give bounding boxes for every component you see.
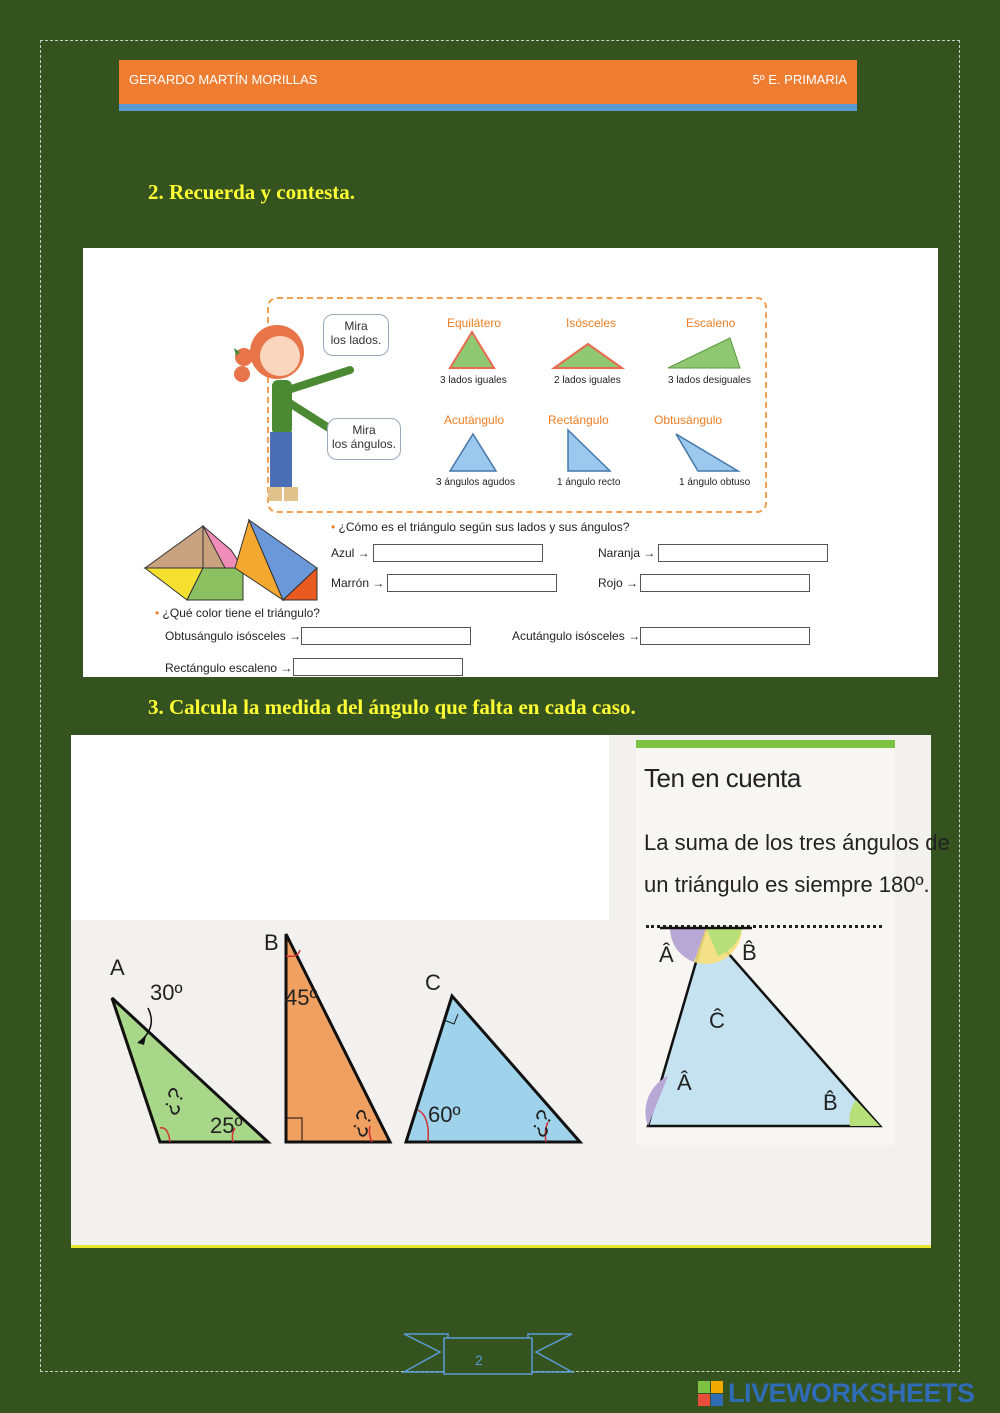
bubble-sides: Mira los lados. — [323, 314, 389, 356]
answer-right-scalene-field[interactable] — [293, 658, 463, 676]
answer-brown-field[interactable] — [387, 574, 557, 592]
type-acute-title: Acutángulo — [444, 413, 505, 427]
triangle-b-unknown: ¿? — [343, 1105, 378, 1141]
note-line-1: La suma de los tres ángulos de — [644, 830, 950, 855]
triangle-b-given-1: 45º — [285, 985, 318, 1010]
page-number: 2 — [475, 1352, 483, 1368]
note-title: Ten en cuenta — [644, 763, 801, 793]
triangle-a-label: A — [110, 955, 125, 980]
type-scalene-title: Escaleno — [686, 316, 736, 330]
angle-b-top-label: B̂ — [742, 940, 757, 965]
acute-desc: 3 ángulos agudos — [436, 477, 515, 488]
angle-sum-figure — [640, 926, 890, 1132]
triangle-c-unknown: ¿? — [523, 1105, 558, 1141]
page-ribbon-icon — [400, 1330, 576, 1378]
type-isosceles-title: Isósceles — [566, 316, 617, 330]
triangle-c-label: C — [425, 970, 441, 995]
answer-acute-isosceles-field[interactable] — [640, 627, 810, 645]
type-equilateral-title: Equilátero — [447, 316, 502, 330]
angle-a-top-label: Â — [659, 942, 674, 967]
grade-label: 5º E. PRIMARIA — [752, 72, 847, 87]
angle-triangles — [440, 428, 760, 474]
label-brown: Marrón → — [331, 576, 385, 590]
label-acute-isosceles: Acutángulo isósceles → — [512, 629, 641, 643]
exercise-2-heading: 2. Recuerda y contesta. — [148, 180, 356, 204]
triangle-a-given-1: 30º — [150, 980, 183, 1005]
label-red: Rojo → — [598, 576, 639, 590]
triangle-b-label: B — [264, 930, 279, 955]
label-obtuse-isosceles: Obtusángulo isósceles → — [165, 629, 302, 643]
question-2: • ¿Qué color tiene el triángulo? — [155, 606, 320, 620]
author-name: GERARDO MARTÍN MORILLAS — [129, 72, 318, 87]
label-right-scalene: Rectángulo escaleno → — [165, 661, 293, 675]
type-right-title: Rectángulo — [548, 413, 609, 427]
answer-orange-field[interactable] — [658, 544, 828, 562]
angle-a-bottom-label: Â — [677, 1070, 692, 1095]
blank-area — [71, 735, 609, 920]
equilateral-desc: 3 lados iguales — [440, 375, 507, 386]
obtuse-desc: 1 ángulo obtuso — [679, 477, 751, 488]
note-line-2: un triángulo es siempre 180º. — [644, 872, 930, 897]
isosceles-desc: 2 lados iguales — [554, 375, 621, 386]
label-orange: Naranja → — [598, 546, 656, 560]
obtuse-triangle-icon — [676, 434, 738, 471]
isosceles-triangle-icon — [554, 344, 622, 368]
type-obtuse-title: Obtusángulo — [654, 413, 723, 427]
note-top-bar — [636, 740, 895, 748]
side-triangles — [440, 330, 760, 372]
liveworksheets-brand[interactable]: LIVEWORKSHEETS — [728, 1378, 975, 1408]
angle-b-bottom-label: B̂ — [823, 1090, 838, 1115]
triangle-c-given-1: 60º — [428, 1102, 461, 1127]
right-triangle-icon — [568, 430, 610, 471]
acute-triangle-icon — [450, 434, 496, 471]
right-desc: 1 ángulo recto — [557, 477, 621, 488]
answer-obtuse-isosceles-field[interactable] — [301, 627, 471, 645]
angle-c-label: Ĉ — [709, 1008, 725, 1033]
bubble-angles: Mira los ángulos. — [327, 418, 401, 460]
triangle-a-unknown: ¿? — [155, 1083, 190, 1119]
question-1: • ¿Cómo es el triángulo según sus lados y sus ángulos? — [331, 520, 630, 534]
exercise-3-underline — [71, 1245, 931, 1248]
answer-blue-field[interactable] — [373, 544, 543, 562]
equilateral-triangle-icon — [450, 332, 494, 368]
scalene-triangle-icon — [668, 338, 740, 368]
answer-red-field[interactable] — [640, 574, 810, 592]
triangle-a-figure — [100, 990, 275, 1150]
label-blue: Azul → — [331, 546, 370, 560]
triangle-b-figure — [282, 930, 394, 1148]
colored-triangles-figure — [143, 518, 319, 602]
exercise-3-heading: 3. Calcula la medida del ángulo que falta en cada caso. — [148, 695, 636, 719]
triangle-a-given-2: 25º — [210, 1113, 243, 1138]
liveworksheets-logo-icon — [698, 1381, 724, 1407]
scalene-desc: 3 lados desiguales — [668, 375, 751, 386]
header-stripe — [119, 104, 857, 111]
